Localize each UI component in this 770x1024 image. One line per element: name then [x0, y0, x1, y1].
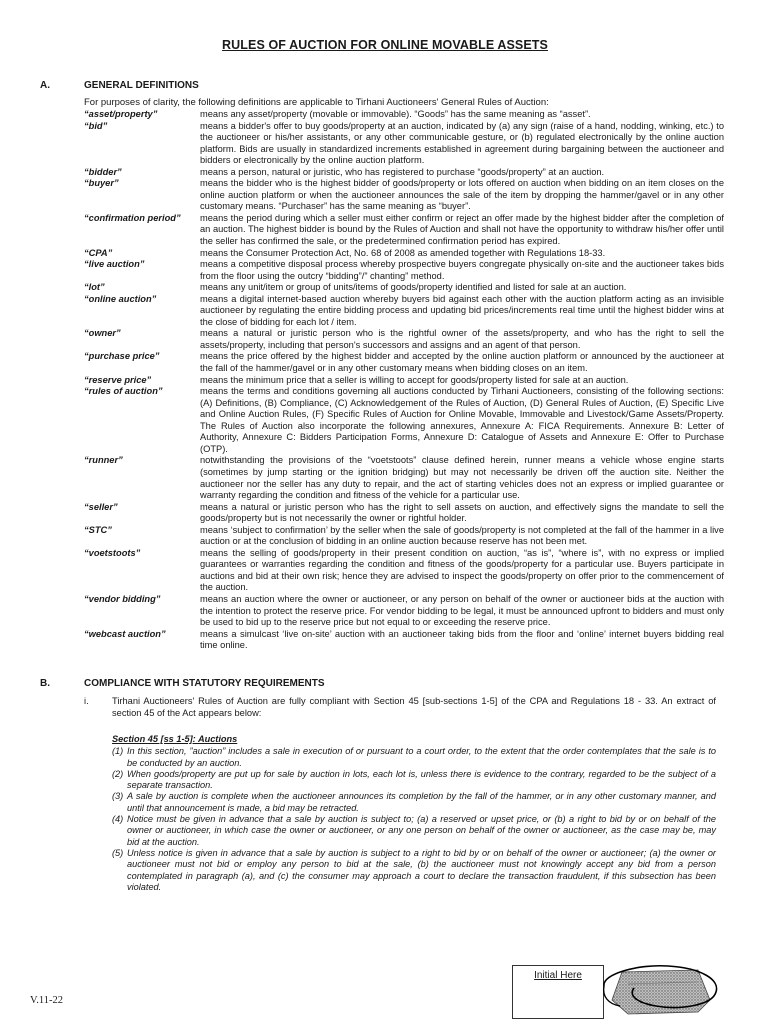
definition-term: “seller” — [84, 501, 118, 512]
definition-text: means a natural or juristic person who has the right to sell assets on auction, and effectively signs the mandate to sell the goods/property but is not necessarily the owner or rightful holder. — [200, 501, 724, 524]
definition-text: notwithstanding the provisions of the “voetstoots” clause defined herein, runner means a vehicle whose engine starts (sometimes by jump starting or the ignition bridging) but may not necessarily be driven off the auction site. Neither the auctioneer nor the seller has any duty to repair, and the act of starting vehicles does not an express or implied guarantee or warranty regarding the condition and fitness of the vehicle for a particular use. — [200, 455, 724, 501]
definition-term: “rules of auction” — [84, 386, 163, 397]
definition-term: “owner” — [84, 328, 121, 339]
subsection-text: Notice must be given in advance that a sale by auction is subject to; (a) a reserved or upset price, or (b) a right to bid by or on behalf of the owner or auctioneer, in which case the owner or auctioneer, or any one person on behalf of the owner or auctioneer, as the case may be, may bid at the auction. — [127, 814, 716, 847]
definition-term: “purchase price” — [84, 351, 160, 362]
definition-row — [84, 109, 724, 121]
definition-text: means a bidder's offer to buy goods/property at an auction, indicated by (a) any sign (raise of a hand, nodding, winking, etc.) to the auctioneer or his/her assistants, or any other communicable gesture, or (b) regulated electronically by the online auction platform. Bids are usually in standardized increments established in agreement during bargaining between the auctioneer and bidders or electronically by the online auction platform. — [200, 120, 724, 166]
definition-term: “live auction” — [84, 259, 145, 270]
definition-text: means the Consumer Protection Act, No. 68 of 2008 as amended together with Regulations 18-33. — [200, 247, 606, 258]
extract-subsection — [112, 848, 716, 893]
definition-text: means a competitive disposal process whereby prospective buyers congregate physically on-site and the auctioneer takes bids from the floor using the outcry “bidding”/” chanting” method. — [200, 259, 724, 281]
definition-row — [84, 121, 724, 167]
definition-text: means the minimum price that a seller is willing to accept for goods/property listed for sale at an auction. — [200, 374, 629, 385]
definition-text: means a natural or juristic person who is the rightful owner of the assets/property, and who has the right to sell the assets/property, including that person's successors and assigns and an agent of that person. — [200, 328, 724, 350]
extract-subsection — [112, 769, 716, 792]
initials-stamp-icon — [598, 960, 722, 1022]
definition-term: “online auction” — [84, 293, 157, 304]
definition-term: “asset/property” — [84, 109, 158, 119]
extract-heading: Section 45 [ss 1-5]: Auctions — [112, 734, 238, 744]
definition-row — [84, 351, 724, 374]
definition-row — [84, 328, 724, 351]
definition-row — [84, 455, 724, 501]
section-a-heading: GENERAL DEFINITIONS — [84, 80, 199, 91]
definition-row — [84, 248, 724, 260]
definition-row — [84, 629, 724, 652]
subsection-text: In this section, ”auction” includes a sale in execution of or pursuant to a court order, to the extent that the order contemplates that the sale is to be conducted by an auction. — [127, 746, 716, 768]
definition-row — [84, 594, 724, 629]
compliance-item-number: i. — [84, 696, 89, 706]
definition-text: means the selling of goods/property in their present condition on auction, “as is”, “where is”, with no express or implied guarantees or warranties regarding the condition and fitness of the goods/property for a particular use. Buyers participate in auctions and bid at their own risk; hence they are advised to inspect the goods/property on offer prior to the commencement of the auction. — [200, 547, 724, 593]
subsection-text: When goods/property are put up for sale by auction in lots, each lot is, unless there is evidence to the contrary, regarded to be the subject of a separate transaction. — [127, 768, 716, 791]
initial-here-label: Initial Here — [534, 970, 582, 981]
definition-term: “bidder” — [84, 166, 122, 177]
definition-row — [84, 386, 724, 455]
definition-text: means any asset/property (movable or immovable). “Goods” has the same meaning as “asset”. — [200, 109, 591, 119]
extract-subsection — [112, 746, 716, 769]
definition-text: means a simulcast ‘live on-site’ auction with an auctioneer taking bids from the floor and ‘online’ internet buyers bidding real time online. — [200, 628, 724, 651]
version-label: V.11-22 — [30, 995, 63, 1006]
definition-row — [84, 178, 724, 213]
subsection-number: (2) — [112, 768, 124, 779]
definition-term: “vendor bidding” — [84, 593, 161, 604]
definition-text: means any unit/item or group of units/items of goods/property identified and listed for sale at an auction. — [200, 282, 627, 293]
definition-term: “bid” — [84, 120, 108, 131]
section-a-intro: For purposes of clarity, the following definitions are applicable to Tirhani Auctioneers' General Rules of Auction: — [84, 97, 549, 108]
compliance-item — [84, 696, 716, 719]
document-title: RULES OF AUCTION FOR ONLINE MOVABLE ASSETS — [222, 38, 548, 52]
definition-row — [84, 502, 724, 525]
definition-row — [84, 259, 724, 282]
subsection-number: (5) — [112, 847, 124, 858]
definition-text: means the bidder who is the highest bidder of goods/property or lots offered on auction when bidding on an item closes on the online auction platform or when the auctioneer announces the sale of the item by dropping the hammer/gavel or in any other customary means. “Purchaser” has the same meaning as “buyer”. — [200, 178, 724, 212]
subsection-text: Unless notice is given in advance that a sale by auction is subject to a right to bid by or on behalf of the owner or auctioneer; (a) the owner or auctioneer must not bid or employ any person to bid at the sale, (b) the auctioneer must not knowingly accept any bid from a person contemplated in paragraph (a), and (c) the consumer may approach a court to declare the transaction fraudulent, if this subsection has been violated. — [127, 847, 716, 892]
definition-row — [84, 294, 724, 329]
definition-term: “STC” — [84, 524, 112, 535]
definition-text: means a digital internet-based auction whereby buyers bid against each other with the auction platform acting as an invisible auctioneer by regulating the entire bidding process and updating bid prices/increments real time until the highest bidder wins at the close of bidding for each lot / item. — [200, 293, 724, 327]
definition-row — [84, 213, 724, 248]
definition-term: “lot” — [84, 282, 105, 293]
section-b-heading: COMPLIANCE WITH STATUTORY REQUIREMENTS — [84, 678, 325, 689]
definition-term: “confirmation period” — [84, 212, 181, 223]
definition-term: “reserve price” — [84, 374, 152, 385]
compliance-item-text: Tirhani Auctioneers' Rules of Auction are fully compliant with Section 45 [sub-sections 1-5] of the CPA and Regulations 18 - 33. An extract of section 45 of the Act appears below: — [112, 696, 716, 718]
definition-text: means a person, natural or juristic, who has registered to purchase “goods/property” at an auction. — [200, 166, 605, 177]
definition-row — [84, 375, 724, 387]
extract-subsection — [112, 791, 716, 814]
section-45-extract — [112, 734, 716, 893]
definition-term: “voetstoots” — [84, 547, 141, 558]
definition-row — [84, 548, 724, 594]
definition-term: “buyer” — [84, 178, 119, 189]
definition-text: means the price offered by the highest bidder and accepted by the online auction platform or announced by the auctioneer at the fall of the hammer/gavel or in any other customary means when bidding closes on an item. — [200, 351, 724, 374]
definitions-list — [84, 109, 724, 652]
subsection-text: A sale by auction is complete when the auctioneer announces its completion by the fall of the hammer, or in any other customary manner, and until that announcement is made, a bid may be retracted. — [127, 791, 716, 813]
definition-text: means ‘subject to confirmation’ by the seller when the sale of goods/property is not completed at the fall of the hammer in a live auction or at the conclusion of bidding in an online auction because reserve has not been met. — [200, 524, 724, 547]
subsection-number: (3) — [112, 791, 124, 802]
extract-subsection — [112, 814, 716, 848]
section-a-letter: A. — [40, 80, 50, 91]
initial-here-field[interactable] — [512, 965, 604, 1019]
definition-text: means the terms and conditions governing all auctions conducted by Tirhani Auctioneers, consisting of the following sections: (A) Definitions, (B) Compliance, (C) Acknowledgement of the Rules of Auction, (D) General Rules of Auction, (E) Specific Live and Online Auction Rules, (F) Specific Rules of Auction for Online Movable, Immovable and Livestock/Game Assets/Property. The Rules of Auction also incorporate the following annexures, Annexure A: FICA Requirements. Annexure B: Letter of Authority, Annexure C: Bidders Participation Forms, Annexure D: Catalogue of Assets and Annexure E: Offer to Purchase (OTP). — [200, 386, 724, 454]
definition-text: means the period during which a seller must either confirm or reject an offer made by the highest bidder after the completion of an auction. The highest bidder is bound by the Rules of Auction and shall not have the opportunity to withdraw his/her offer until the seller has confirmed the sale, or the predetermined confirmation period has expired. — [200, 212, 724, 247]
definition-text: means an auction where the owner or auctioneer, or any person on behalf of the owner or auctioneer bids at the auction with the intention to protect the reserve price. For vendor bidding to be legal, it must be announced upfront to bidders and must only be used to bid up to the reserve price but not equal to or exceeding the reserve price. — [200, 593, 724, 628]
definition-row — [84, 282, 724, 294]
definition-row — [84, 167, 724, 179]
definition-term: “runner” — [84, 455, 123, 466]
section-b-letter: B. — [40, 678, 50, 689]
definition-term: “webcast auction” — [84, 628, 166, 639]
definition-row — [84, 525, 724, 548]
subsection-number: (4) — [112, 814, 124, 825]
definition-term: “CPA” — [84, 247, 113, 258]
subsection-number: (1) — [112, 746, 124, 757]
